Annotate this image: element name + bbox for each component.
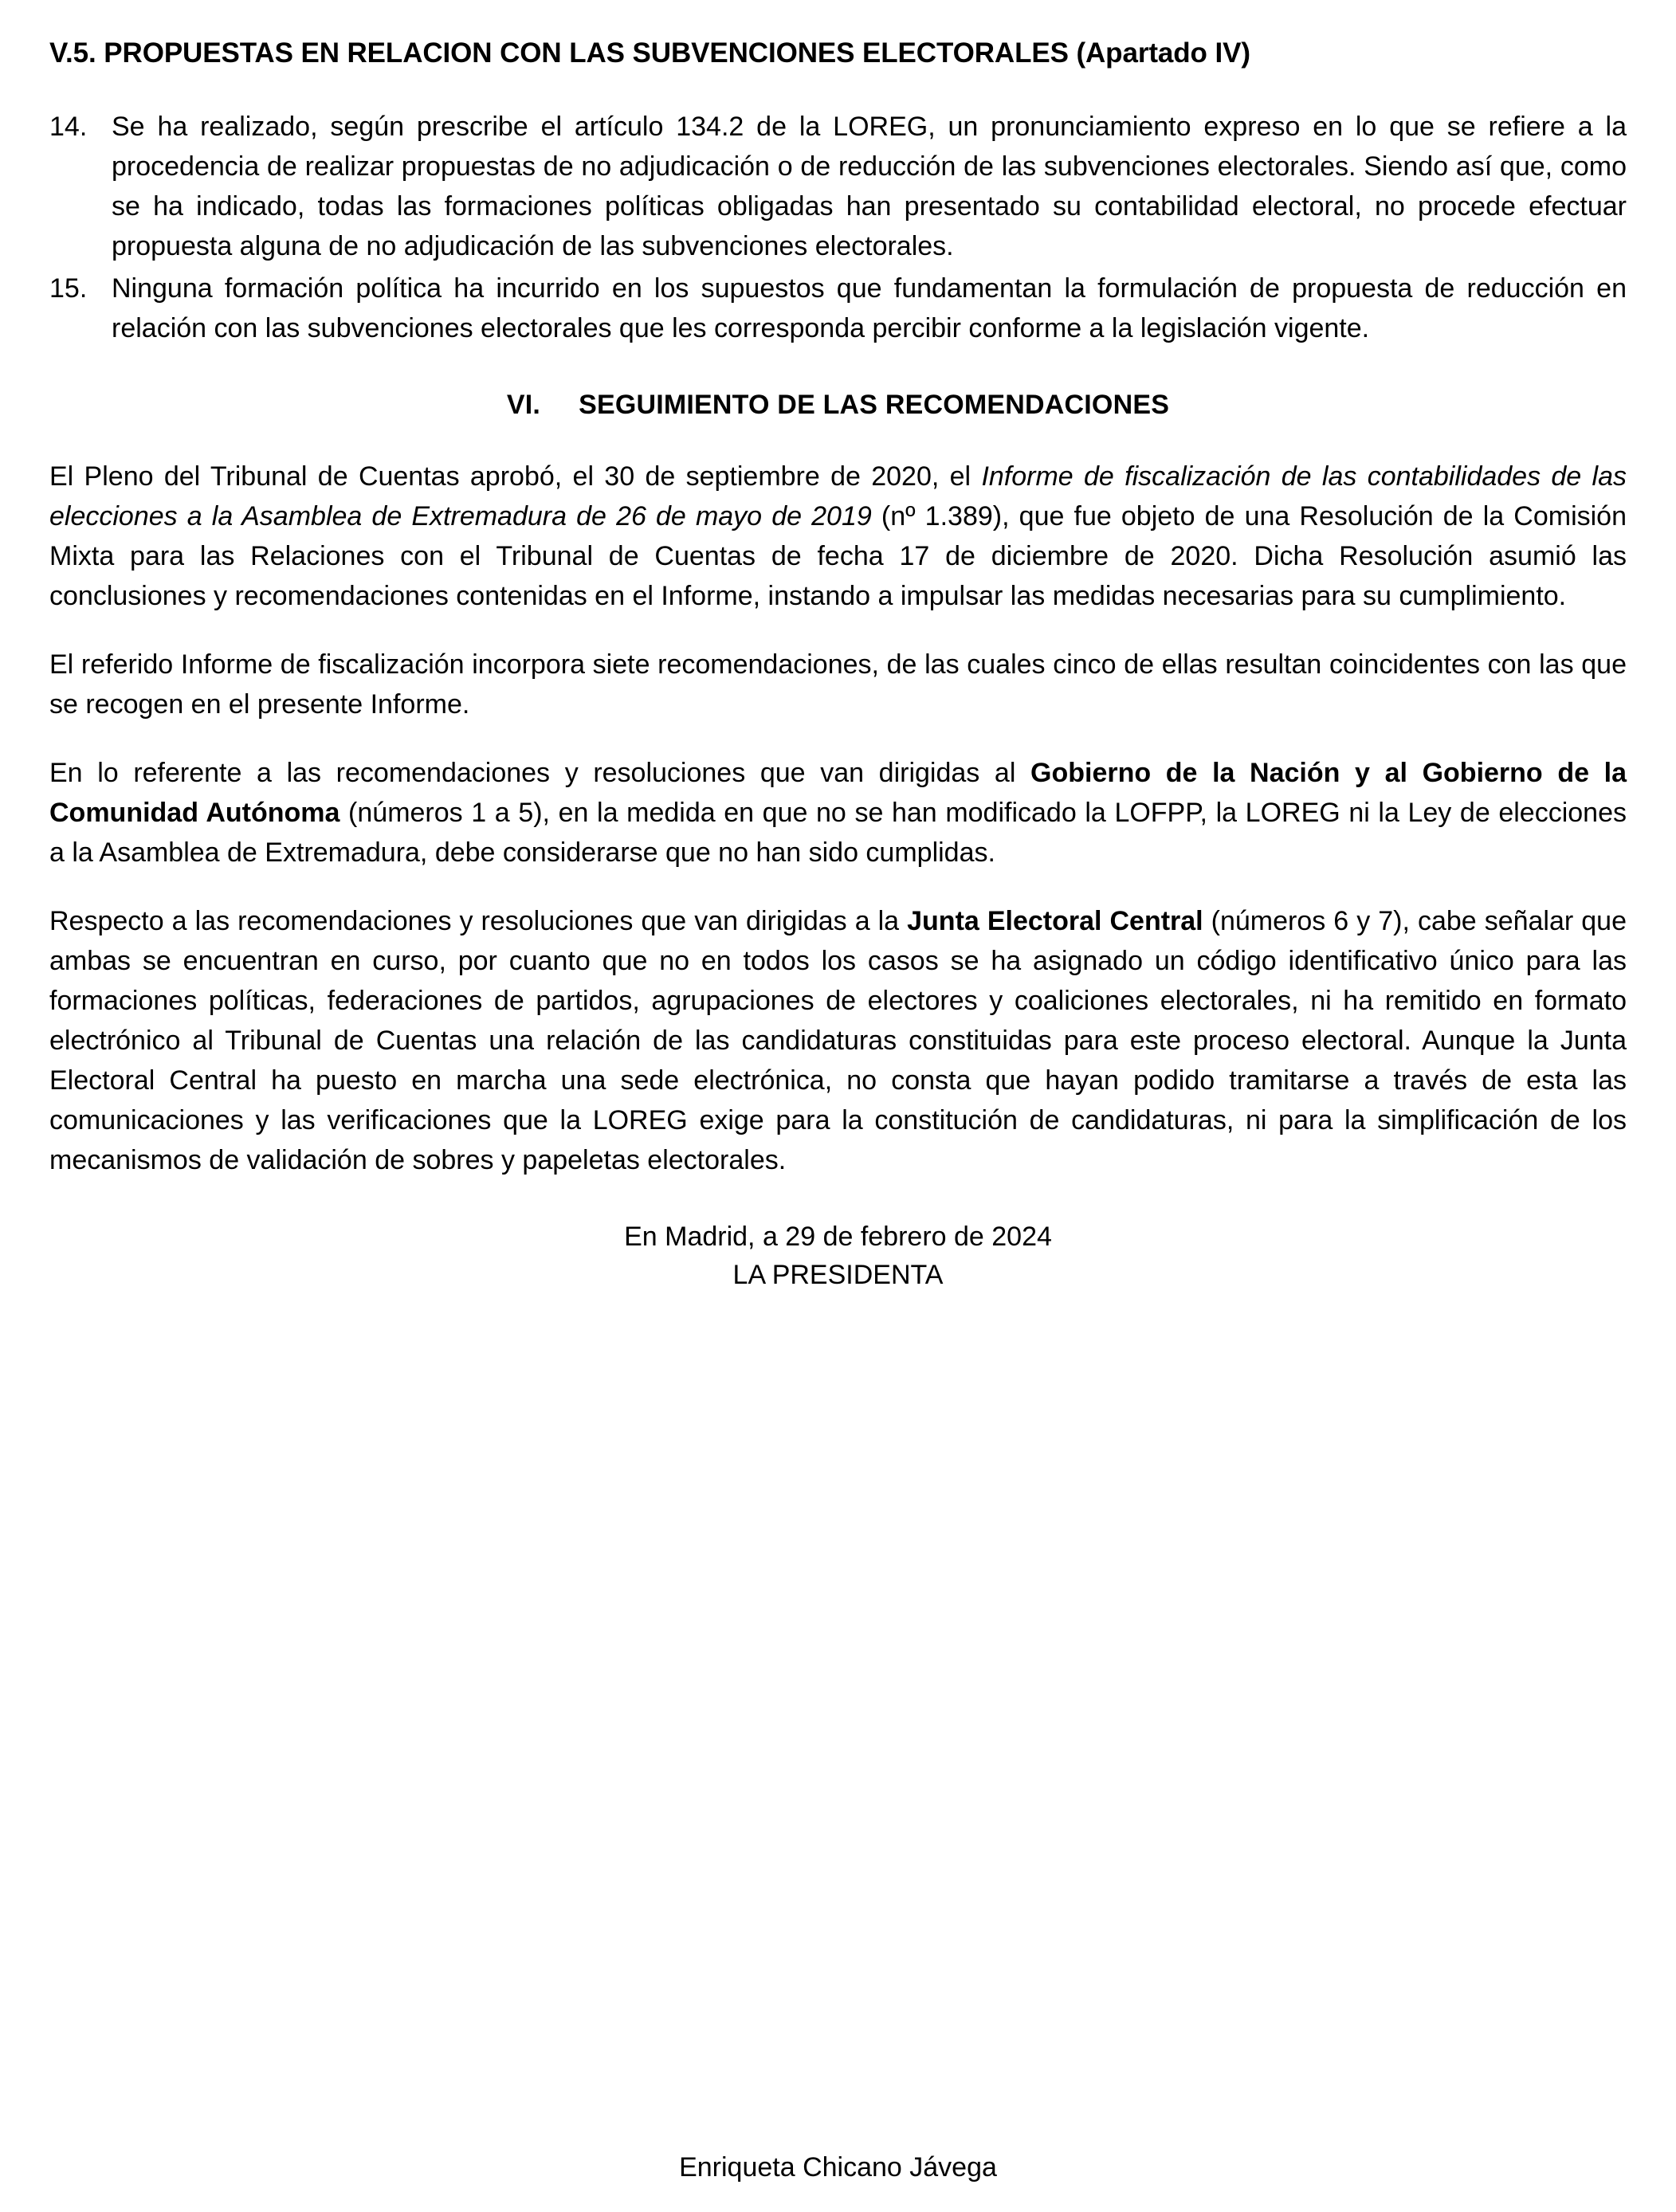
closing-place-date: En Madrid, a 29 de febrero de 2024: [624, 1221, 1052, 1252]
signature-name: Enriqueta Chicano Jávega: [679, 2152, 997, 2183]
paragraph-gobierno: [49, 754, 1627, 873]
chapter-numeral: VI.: [506, 390, 541, 421]
paragraph-text-part: (números 6 y 7), cabe señalar que ambas se encuentran en curso, por cuanto que no en todos los casos se ha asignado un código identificativo único para las formaciones políticas, federaciones de partidos, agrupaciones de electores y coaliciones electorales, ni ha remitido en formato electrónico al Tribunal de Cuentas una relación de las candidaturas constituidas para este proceso electoral. Aunque la Junta Electoral Central ha puesto en marcha una sede electrónica, no consta que hayan podido tramitarse a través de esta las comunicaciones y las verificaciones que la LOREG exige para la constitución de candidaturas, ni para la simplificación de los mecanismos de validación de sobres y papeletas electorales.: [49, 906, 1627, 1175]
paragraph-italic-title: Informe de fiscalización de las contabilidades de las elecciones a la Asamblea de Extremadura de 26 de mayo de 2019: [49, 461, 1627, 532]
paragraph-bold-entity: Junta Electoral Central: [907, 906, 1203, 937]
paragraph-text-part: En lo referente a las recomendaciones y resoluciones que van dirigidas al: [49, 758, 1031, 789]
list-item: [49, 107, 1627, 267]
paragraph-text-part: (números 1 a 5), en la medida en que no se han modificado la LOFPP, la LOREG ni la Ley de elecciones a la Asamblea de Extremadura, debe considerarse que no han sido cumplidas.: [49, 798, 1627, 869]
closing-block: [49, 1218, 1627, 1295]
paragraph-bold-entity: Gobierno de la Nación y al Gobierno de la Comunidad Autónoma: [49, 758, 1627, 829]
paragraph-text-part: (nº 1.389), que fue objeto de una Resolución de la Comisión Mixta para las Relaciones con el Tribunal de Cuentas de fecha 17 de diciembre de 2020. Dicha Resolución asumió las conclusiones y recomendaciones contenidas en el Informe, instando a impulsar las medidas necesarias para su cumplimiento.: [49, 501, 1627, 612]
paragraph-junta-electoral: [49, 902, 1627, 1181]
list-item: [49, 269, 1627, 349]
paragraph-text-part: Respecto a las recomendaciones y resoluciones que van dirigidas a la: [49, 906, 908, 937]
list-item-text: Ninguna formación política ha incurrido en los supuestos que fundamentan la formulación de propuesta de reducción en relación con las subvenciones electorales que les corresponda percibir conforme a la legislación vigente.: [112, 273, 1627, 344]
list-item-number: 15.: [49, 273, 88, 304]
list-item-number: 14.: [49, 111, 88, 142]
paragraph-text-part: El Pleno del Tribunal de Cuentas aprobó, el 30 de septiembre de 2020, el: [49, 461, 982, 492]
paragraph-informe-aprobacion: [49, 457, 1627, 617]
paragraph-recomendaciones-coincidentes: El referido Informe de fiscalización incorpora siete recomendaciones, de las cuales cinco de ellas resultan coincidentes con las que se recogen en el presente Informe.: [49, 649, 1627, 720]
chapter-heading: [49, 390, 1627, 421]
closing-role: LA PRESIDENTA: [732, 1260, 944, 1291]
numbered-list: [49, 107, 1627, 349]
chapter-title: SEGUIMIENTO DE LAS RECOMENDACIONES: [579, 390, 1170, 421]
section-heading: V.5. PROPUESTAS EN RELACION CON LAS SUBVENCIONES ELECTORALES (Apartado IV): [49, 37, 1250, 69]
list-item-text: Se ha realizado, según prescribe el artículo 134.2 de la LOREG, un pronunciamiento expreso en lo que se refiere a la procedencia de realizar propuestas de no adjudicación o de reducción de las subvenciones electorales. Siendo así que, como se ha indicado, todas las formaciones políticas obligadas han presentado su contabilidad electoral, no procede efectuar propuesta alguna de no adjudicación de las subvenciones electorales.: [112, 111, 1627, 262]
